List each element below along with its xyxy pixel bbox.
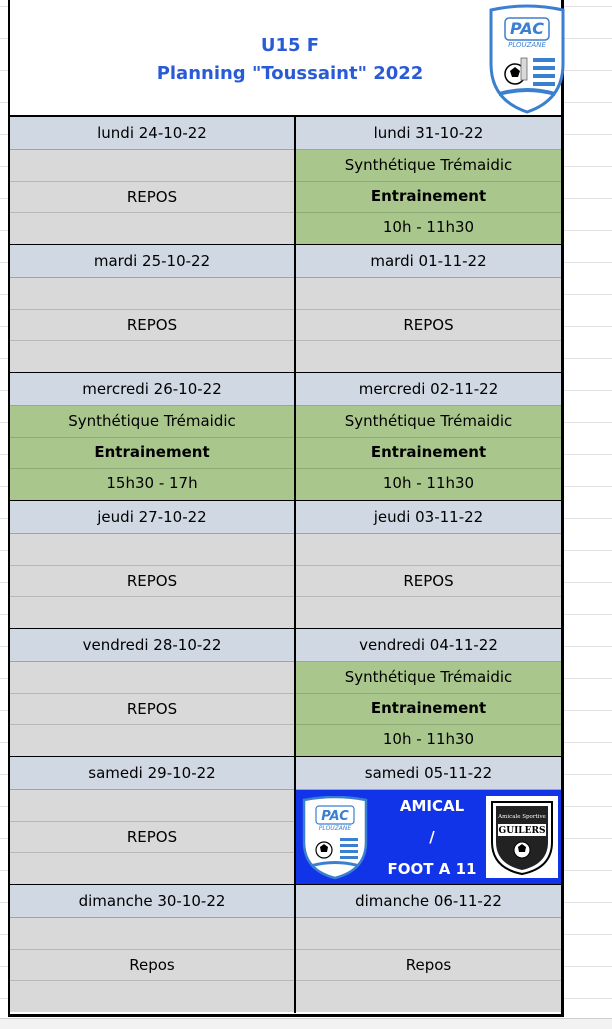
day-cell <box>296 245 561 373</box>
day-date: mardi 25-10-22 <box>10 245 294 278</box>
training-place: Synthétique Trémaidic <box>344 156 513 174</box>
training-body <box>10 406 294 500</box>
day-body <box>10 534 294 628</box>
day-date: jeudi 27-10-22 <box>10 501 294 534</box>
day-body <box>296 918 561 1012</box>
day-cell <box>296 117 561 245</box>
day-cell <box>296 885 561 1013</box>
svg-text:Amicale Sportive: Amicale Sportive <box>498 814 546 820</box>
training-time: 15h30 - 17h <box>106 474 198 492</box>
rest-label: REPOS <box>126 572 178 590</box>
schedule-sheet <box>8 0 564 1017</box>
rest-label: REPOS <box>126 700 178 718</box>
training-place: Synthétique Trémaidic <box>68 412 236 430</box>
svg-text:GUILERS: GUILERS <box>498 826 546 836</box>
day-date: mardi 01-11-22 <box>296 245 561 278</box>
day-cell <box>10 245 294 373</box>
schedule-header <box>10 0 561 117</box>
day-body <box>10 278 294 372</box>
match-type: AMICAL <box>399 797 465 815</box>
day-body <box>10 150 294 244</box>
week2-column <box>296 117 561 1013</box>
training-activity: Entrainement <box>94 443 210 461</box>
day-cell <box>10 373 294 501</box>
day-date: vendredi 04-11-22 <box>296 629 561 662</box>
week1-column <box>10 117 296 1013</box>
rest-label: Repos <box>129 956 175 974</box>
training-activity: Entrainement <box>370 187 487 205</box>
day-cell <box>10 757 294 885</box>
day-date: mercredi 02-11-22 <box>296 373 561 406</box>
svg-text:PAC: PAC <box>321 809 349 824</box>
rest-label: REPOS <box>126 828 178 846</box>
page-subtitle: Planning "Toussaint" 2022 <box>156 63 424 84</box>
training-place: Synthétique Trémaidic <box>344 412 513 430</box>
training-body <box>296 662 561 756</box>
day-body <box>10 662 294 756</box>
match-separator: / <box>429 828 435 846</box>
svg-text:PLOUZANE: PLOUZANE <box>508 41 546 49</box>
pac-plouzane-logo <box>300 796 370 880</box>
day-body <box>10 918 294 1012</box>
day-body <box>10 790 294 884</box>
training-time: 10h - 11h30 <box>382 218 475 236</box>
training-body <box>296 406 561 500</box>
day-cell <box>10 117 294 245</box>
sheet-bottom-strip <box>0 1018 612 1029</box>
match-format: FOOT A 11 <box>387 860 477 878</box>
match-body <box>296 790 561 884</box>
day-cell <box>296 629 561 757</box>
day-date: jeudi 03-11-22 <box>296 501 561 534</box>
match-text <box>378 790 486 884</box>
day-cell <box>296 373 561 501</box>
rest-label: REPOS <box>126 316 178 334</box>
guilers-logo <box>486 796 558 878</box>
page-title: U15 F <box>260 35 320 56</box>
day-body <box>296 534 561 628</box>
day-date: samedi 29-10-22 <box>10 757 294 790</box>
rest-label: REPOS <box>403 316 454 334</box>
rest-label: REPOS <box>403 572 454 590</box>
training-place: Synthétique Trémaidic <box>344 668 513 686</box>
day-body <box>296 278 561 372</box>
day-cell <box>296 501 561 629</box>
rest-label: Repos <box>405 956 452 974</box>
training-time: 10h - 11h30 <box>382 474 475 492</box>
day-cell <box>10 885 294 1013</box>
day-date: dimanche 30-10-22 <box>10 885 294 918</box>
training-activity: Entrainement <box>370 699 487 717</box>
day-cell <box>296 757 561 885</box>
pac-plouzane-logo <box>485 4 569 114</box>
match-banner <box>296 790 561 884</box>
svg-text:PAC: PAC <box>510 19 544 38</box>
training-body <box>296 150 561 244</box>
day-date: lundi 31-10-22 <box>296 117 561 150</box>
training-time: 10h - 11h30 <box>382 730 475 748</box>
day-date: lundi 24-10-22 <box>10 117 294 150</box>
day-date: vendredi 28-10-22 <box>10 629 294 662</box>
day-date: mercredi 26-10-22 <box>10 373 294 406</box>
day-date: dimanche 06-11-22 <box>296 885 561 918</box>
training-activity: Entrainement <box>370 443 487 461</box>
day-cell <box>10 501 294 629</box>
day-cell <box>10 629 294 757</box>
day-date: samedi 05-11-22 <box>296 757 561 790</box>
rest-label: REPOS <box>126 188 178 206</box>
svg-text:PLOUZANE: PLOUZANE <box>318 825 352 832</box>
